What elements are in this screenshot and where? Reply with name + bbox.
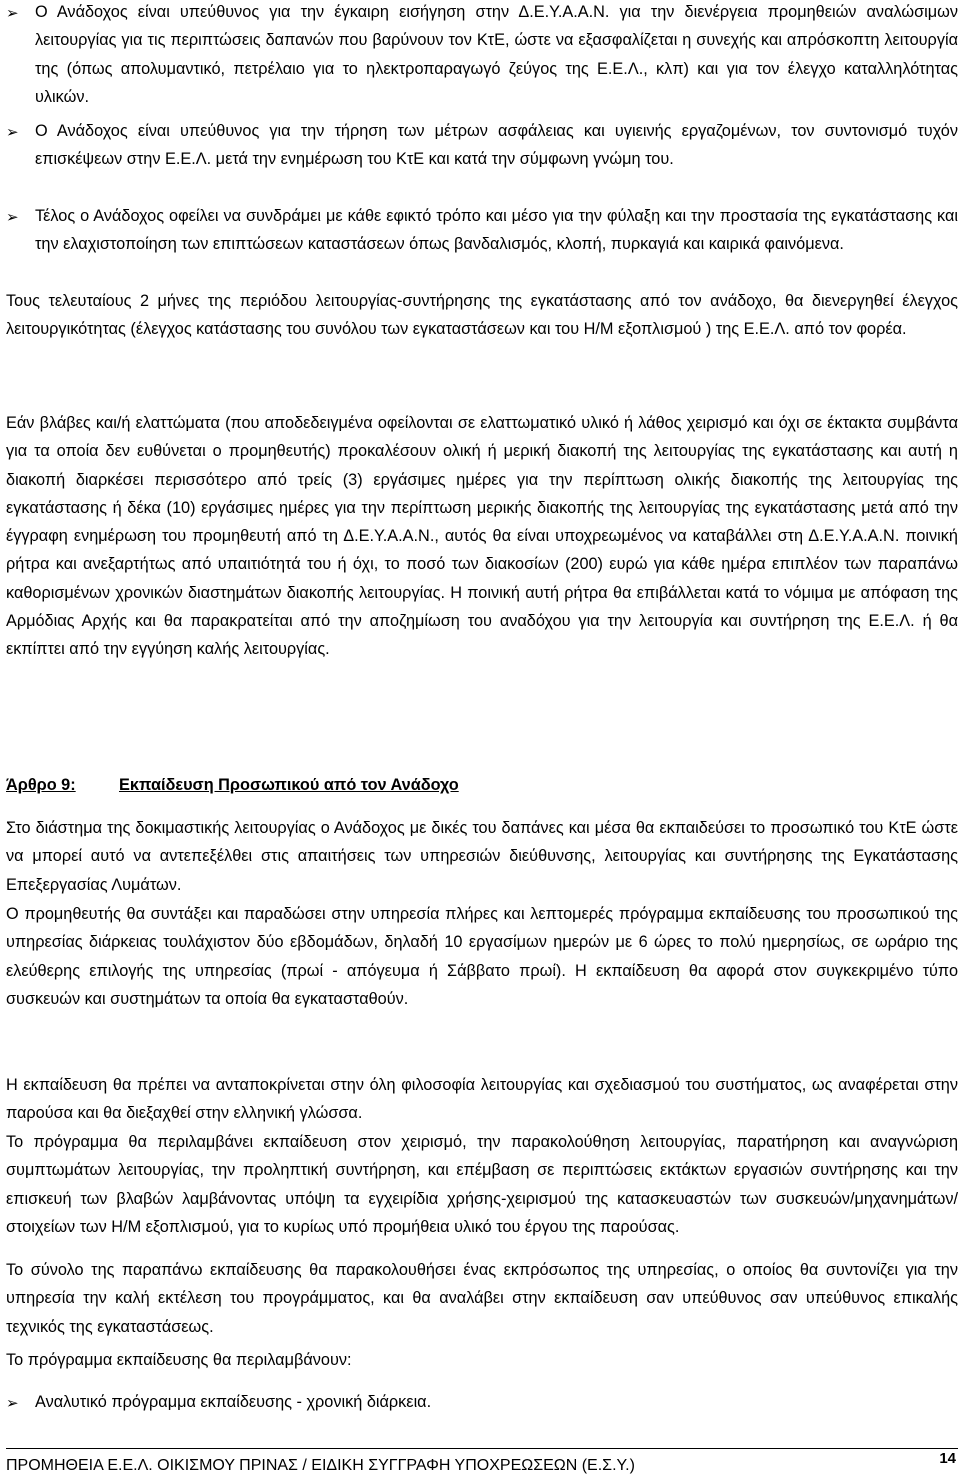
page-footer <box>6 1448 958 1476</box>
bullet-item <box>6 1388 958 1416</box>
arrow-bullet-icon: ➢ <box>6 1394 19 1412</box>
bullet-item <box>6 0 958 111</box>
paragraph-training: Το πρόγραμμα εκπαίδευσης θα περιλαμβάνουν: <box>6 1351 352 1369</box>
paragraph-training: Το πρόγραμμα θα περιλαμβάνει εκπαίδευση στον χειρισμό, την παρακολούθηση λειτουργίας, παρατήρηση και αναγνώριση συμπτωμάτων λειτουργίας, την προληπτική συντήρηση, και επέμβαση σε περιπτώσεις εκτάκτων εργασιών συντήρησης και την επισκευή των βλαβών λαμβάνοντας υπόψη τα εγχειρίδια χρήσης-χειρισμού της κατασκευαστών των συσκευών/μηχανημάτων/στοιχείων των Η/Μ εξοπλισμού, για το κυρίως υπό προμήθεια υλικό του έργου της παρούσας. <box>6 1133 958 1236</box>
bullet-text: Ο Ανάδοχος είναι υπεύθυνος για την τήρηση των μέτρων ασφάλειας και υγιεινής εργαζομένων, τον συντονισμό τυχόν επισκέψεων στην Ε.Ε.Λ. μετά την ενημέρωση του ΚτΕ και κατά την σύμφωνη γνώμη του. <box>35 122 958 169</box>
arrow-bullet-icon: ➢ <box>6 123 19 141</box>
bullet-text: Ο Ανάδοχος είναι υπεύθυνος για την έγκαιρη εισήγηση στην Δ.Ε.Υ.Α.Α.Ν. για την διενέργεια προμηθειών αναλώσιμων λειτουργίας για τις περιπτώσεις δαπανών που βαρύνουν τον ΚτΕ, ώστε να εξασφαλίζεται η συνεχής και απρόσκοπτη λειτουργία της (όπως απολυμαντικό, πετρέλαιο για το ηλεκτροπαραγωγό ζεύγος της Ε.Ε.Λ., κλπ) και για τον έλεγχο καταλληλότητας υλικών. <box>35 3 958 106</box>
bullet-text: Αναλυτικό πρόγραμμα εκπαίδευσης - χρονική διάρκεια. <box>35 1393 432 1411</box>
paragraph-final-inspection: Τους τελευταίους 2 μήνες της περιόδου λειτουργίας-συντήρησης της εγκατάστασης από τον ανάδοχο, θα διενεργηθεί έλεγχος λειτουργικότητας (έλεγχος κατάστασης του συνόλου των εγκαταστάσεων και του Η/Μ εξοπλισμού ) της Ε.Ε.Λ. από τον φορέα. <box>6 292 958 339</box>
bullet-item <box>6 202 958 259</box>
paragraph-training: Ο προμηθευτής θα συντάξει και παραδώσει στην υπηρεσία πλήρες και λεπτομερές πρόγραμμα εκπαίδευσης του προσωπικού της υπηρεσίας διάρκειας τουλάχιστον δύο εβδομάδων, δηλαδή 10 εργασίμων ημερών με 6 ώρες το πολύ ημερησίως, σε ωράριο της ελεύθερης επιλογής της υπηρεσίας (πρωί - απόγευμα ή Σάββατο πρωί). Η εκπαίδευση θα αφορά στον συγκεκριμένο τύπο συσκευών και συστημάτων τα οποία θα εγκατασταθούν. <box>6 905 958 1008</box>
paragraph-training: Το σύνολο της παραπάνω εκπαίδευσης θα παρακολουθήσει ένας εκπρόσωπος της υπηρεσίας, ο οποίος θα συντονίζει για την υπηρεσία την καλή εκτέλεση του προγράμματος, και θα αναλάβει στην εκπαίδευση σαν υπεύθυνος σαν υπεύθυνος επικαλής τεχνικός της εγκαταστάσεως. <box>6 1261 958 1336</box>
article-heading <box>6 771 958 799</box>
bullet-text: Τέλος ο Ανάδοχος οφείλει να συνδράμει με κάθε εφικτό τρόπο και μέσο για την φύλαξη και την προστασία της εγκατάστασης και την ελαχιστοποίηση των επιπτώσεων καταστάσεων όπως βανδαλισμός, κλοπή, πυρκαγιά και καιρικά φαινόμενα. <box>35 207 958 254</box>
footer-title: ΠΡΟΜΗΘΕΙΑ Ε.Ε.Λ. ΟΙΚΙΣΜΟΥ ΠΡΙΝΑΣ / ΕΙΔΙΚΗ ΣΥΓΓΡΑΦΗ ΥΠΟΧΡΕΩΣΕΩΝ (Ε.Σ.Υ.) <box>6 1457 635 1474</box>
paragraph-penalty-clause: Εάν βλάβες και/ή ελαττώματα (που αποδεδειγμένα οφείλονται σε ελαττωματικό υλικό ή λάθος χειρισμό και όχι σε έκτακτα συμβάντα για τα οποία δεν ευθύνεται ο προμηθευτής) προκαλέσουν ολική ή μερική διακοπή της λειτουργίας της εγκατάστασης και αυτή η διακοπή διαρκέσει περισσότερο από τρείς (3) εργάσιμες ημέρες για την περίπτωση ολικής διακοπής της λειτουργίας της εγκατάστασης ή δέκα (10) εργάσιμες ημέρες για την περίπτωση μερικής διακοπής της λειτουργίας της εγκατάστασης μετά από την έγγραφη ενημέρωση του προμηθευτή από τη Δ.Ε.Υ.Α.Α.Ν., αυτός θα είναι υποχρεωμένος να καταβάλλει στη Δ.Ε.Υ.Α.Α.Ν. ποινική ρήτρα και ανεξαρτήτως από υπαιτιότητά του ή όχι, το ποσό των διακοσίων (200) ευρώ για κάθε ημέρα επιπλέον των παραπάνω καθορισμένων χρονικών διαστημάτων διακοπής λειτουργίας. Η ποινική αυτή ρήτρα θα επιβάλλεται κατά το νόμιμα με απόφαση της Αρμόδιας Αρχής και θα παρακρατείται από την αποζημίωση του αναδόχου για την λειτουργία και συντήρηση της Ε.Ε.Λ. ή θα εκπίπτει από την εγγύηση καλής λειτουργίας. <box>6 414 958 659</box>
arrow-bullet-icon: ➢ <box>6 4 19 22</box>
bullet-item <box>6 117 958 174</box>
article-title: Εκπαίδευση Προσωπικού από τον Ανάδοχο <box>119 776 459 794</box>
arrow-bullet-icon: ➢ <box>6 208 19 226</box>
page-number: 14 <box>939 1450 956 1467</box>
footer-divider <box>6 1448 958 1449</box>
paragraph-training: Η εκπαίδευση θα πρέπει να ανταποκρίνεται στην όλη φιλοσοφία λειτουργίας και σχεδιασμού του συστήματος, ως αναφέρεται στην παρούσα και θα διεξαχθεί στην ελληνική γλώσσα. <box>6 1076 958 1123</box>
article-number: Άρθρο 9: <box>6 776 76 794</box>
paragraph-training: Στο διάστημα της δοκιμαστικής λειτουργίας ο Ανάδοχος με δικές του δαπάνες και μέσα θα εκπαιδεύσει το προσωπικό του ΚτΕ ώστε να μπορεί αυτό να αντεπεξέλθει στις απαιτήσεις των υπηρεσιών διεύθυνσης, λειτουργίας και συντήρησης της Εγκατάστασης Επεξεργασίας Λυμάτων. <box>6 819 958 894</box>
